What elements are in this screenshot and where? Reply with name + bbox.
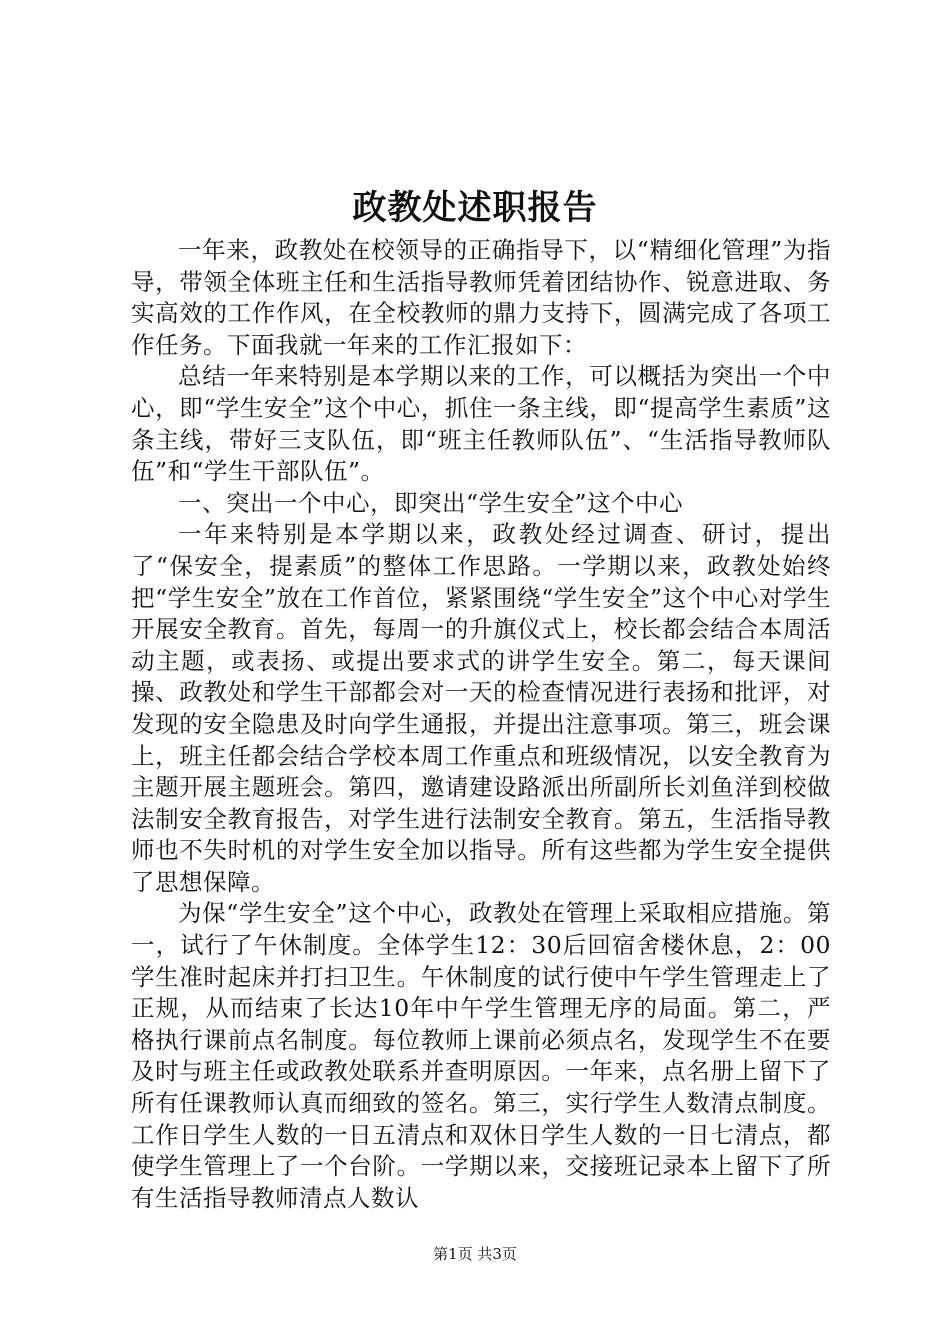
section-heading-1: 一、突出一个中心，即突出“学生安全”这个中心 [178, 488, 684, 517]
paragraph-safety-measures: 为保“学生安全”这个中心，政教处在管理上采取相应措施。第一，试行了午休制度。全体学生12：30后回宿舍楼休息，2：00学生准时起床并打扫卫生。午休制度的试行使中午学生管理走上了正规，从而结束了长达10年中午学生管理无序的局面。第二，严格执行课前点名制度。每位教师上课前必须点名，发现学生不在要及时与班主任或政教处联系并查明原因。一年来，点名册上留下了所有任课教师认真而细致的签名。第三，实行学生人数清点制度。工作日学生人数的一日五清点和双休日学生人数的一日七清点，都使学生管理上了一个台阶。一学期以来，交接班记录本上留下了所有生活指导教师清点人数认 [131, 899, 831, 1212]
document-title: 政教处述职报告 [352, 188, 598, 228]
document-body [131, 235, 831, 1214]
paragraph-safety-education: 一年来特别是本学期以来，政教处经过调查、研讨，提出了“保安全，提素质”的整体工作思路。一学期以来，政教处始终把“学生安全”放在工作首位，紧紧围绕“学生安全”这个中心对学生开展安全教育。首先，每周一的升旗仪式上，校长都会结合本周活动主题，或表扬、或提出要求式的讲学生安全。第二，每天课间操、政教处和学生干部都会对一天的检查情况进行表扬和批评，对发现的安全隐患及时向学生通报，并提出注意事项。第三，班会课上，班主任都会结合学校本周工作重点和班级情况，以安全教育为主题开展主题班会。第四，邀请建设路派出所副所长刘鱼洋到校做法制安全教育报告，对学生进行法制安全教育。第五，生活指导教师也不失时机的对学生安全加以指导。所有这些都为学生安全提供了思想保障。 [131, 520, 831, 896]
page-footer: 第1页 共3页 [433, 1245, 517, 1263]
paragraph-intro: 一年来，政教处在校领导的正确指导下，以“精细化管理”为指导，带领全体班主任和生活指导教师凭着团结协作、锐意进取、务实高效的工作作风，在全校教师的鼎力支持下，圆满完成了各项工作任务。下面我就一年来的工作汇报如下： [131, 236, 831, 359]
paragraph-summary: 总结一年来特别是本学期以来的工作，可以概括为突出一个中心，即“学生安全”这个中心，抓住一条主线，即“提高学生素质”这条主线，带好三支队伍，即“班主任教师队伍”、“生活指导教师队伍”和“学生干部队伍”。 [131, 362, 831, 486]
